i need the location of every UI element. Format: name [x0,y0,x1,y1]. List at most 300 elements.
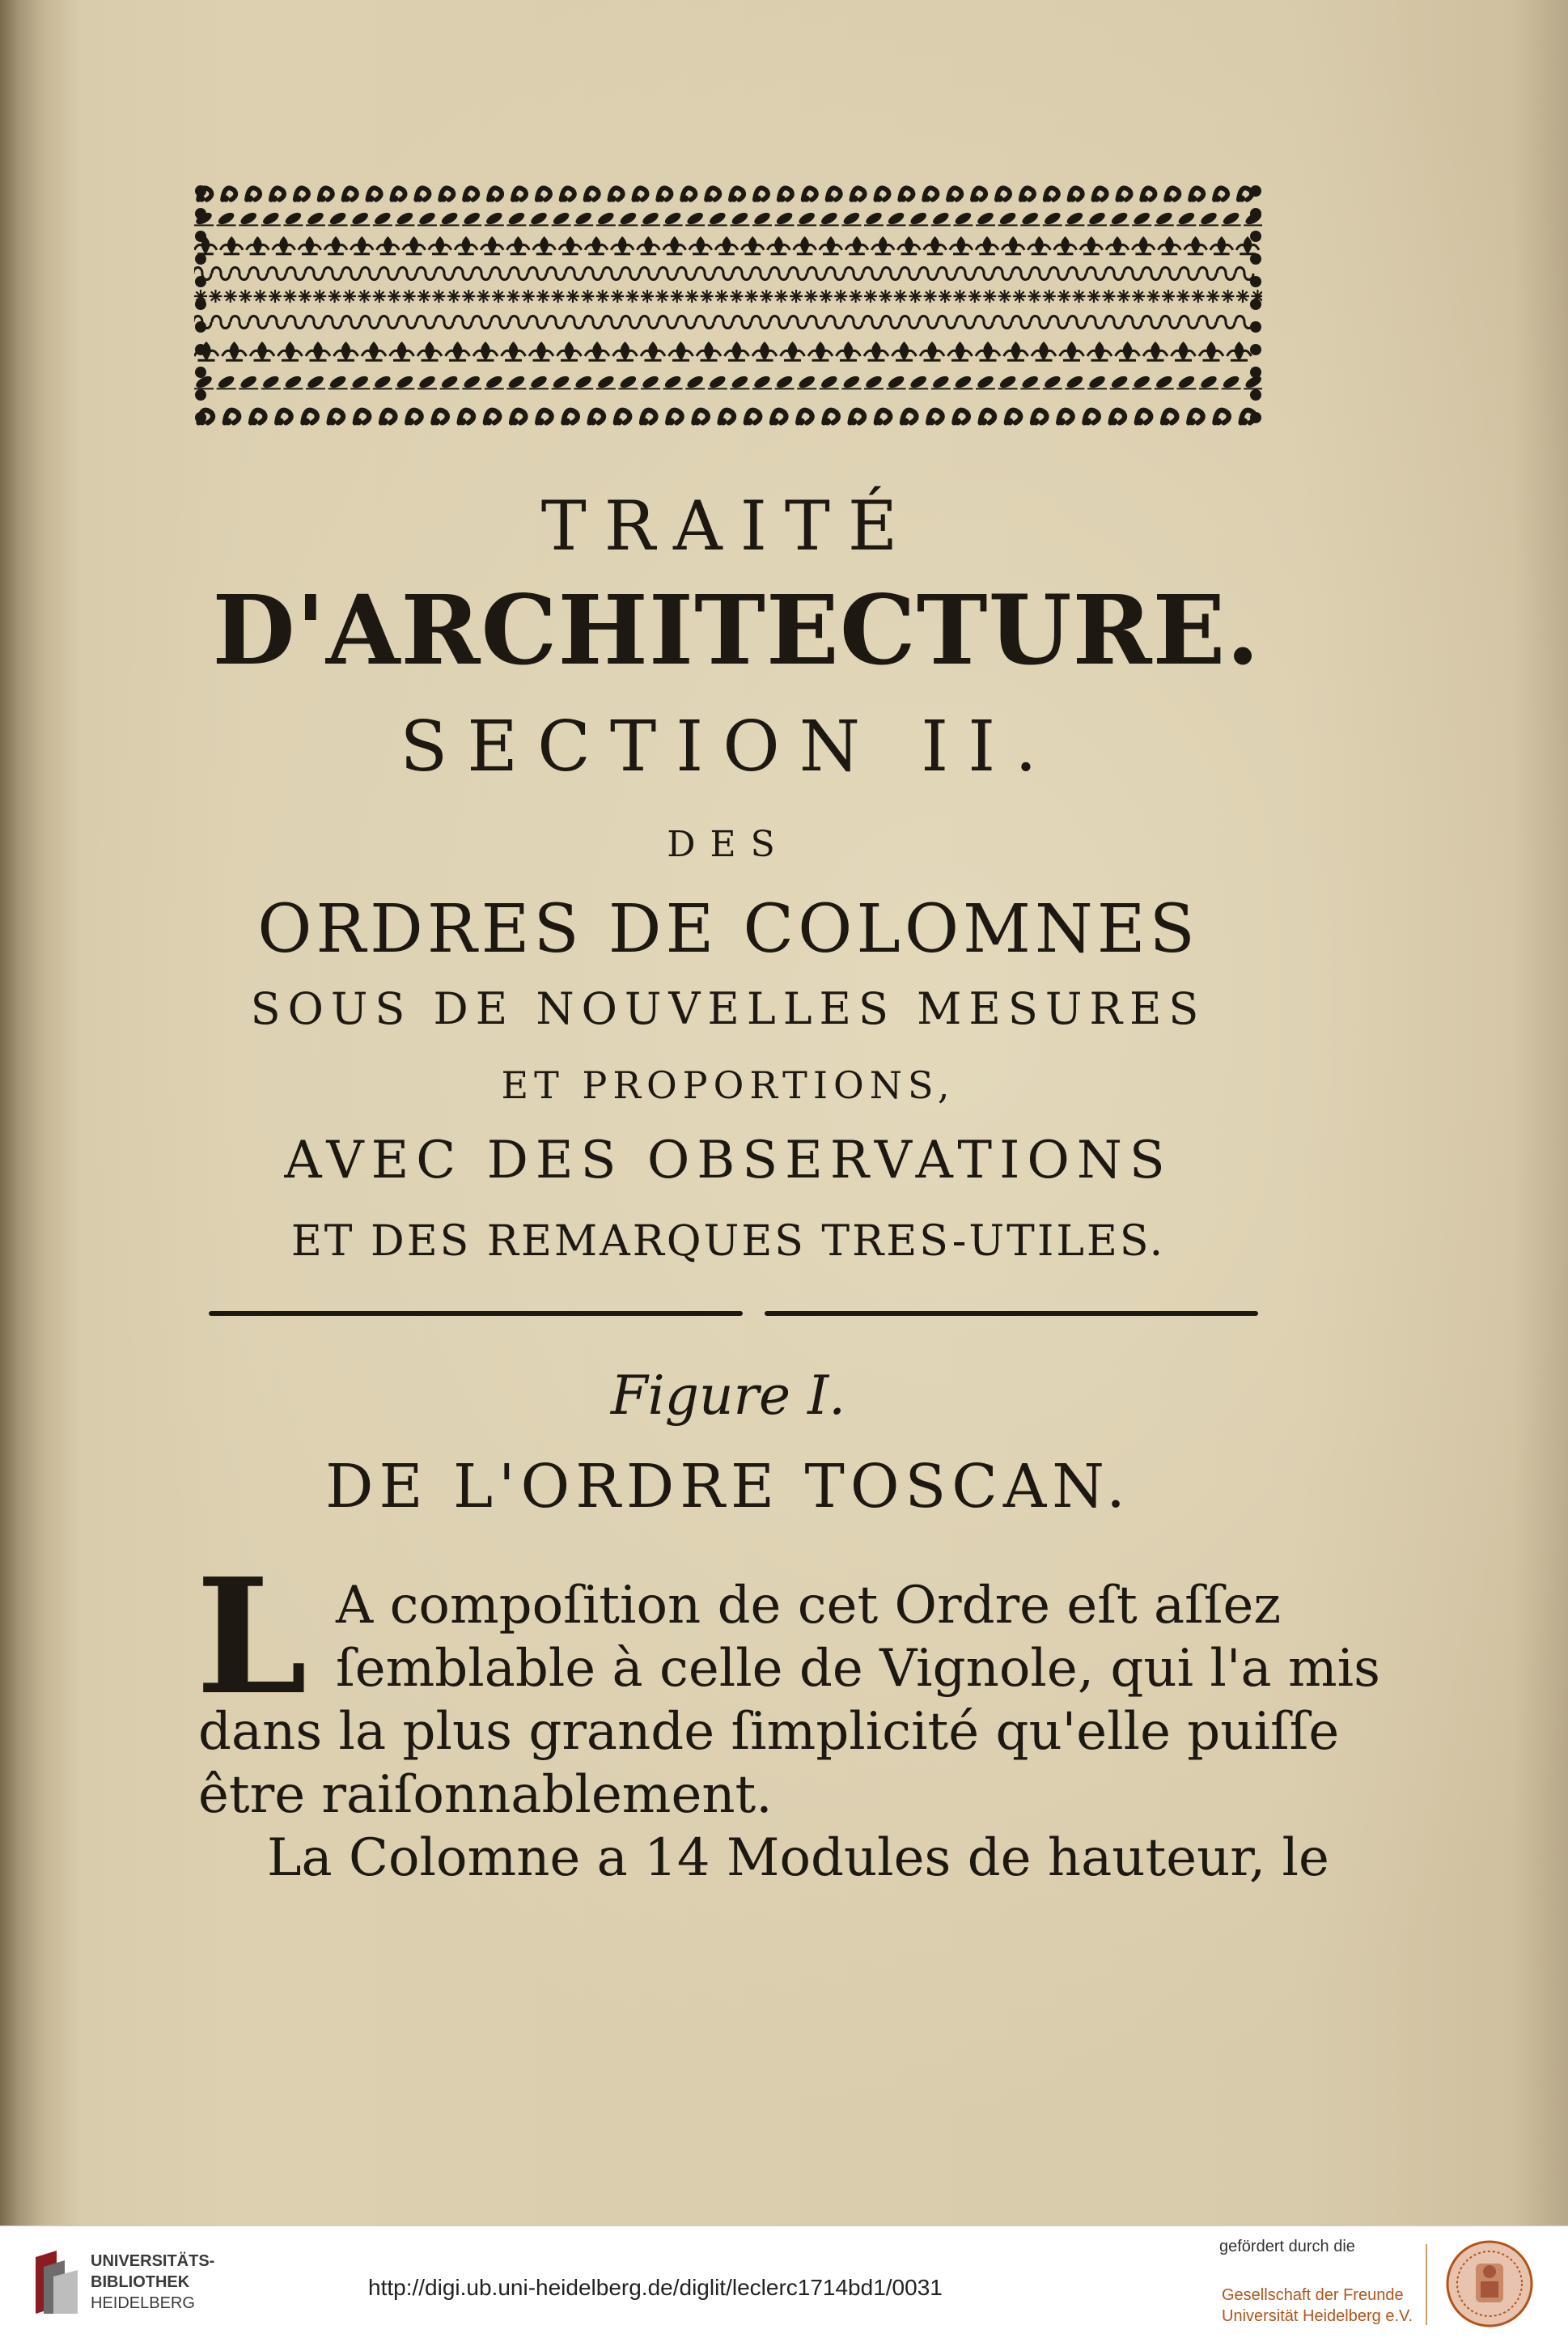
ornament-motif [1065,210,1084,227]
ornament-motif [283,290,296,303]
ornament-motif [1049,316,1067,329]
ornament-motif [574,374,593,390]
ornament-motif [547,268,565,280]
ornament-motif [1250,253,1261,265]
ornament-motif [324,268,341,280]
ornament-motif [195,276,206,287]
ornament-motif [864,290,877,303]
ornament-motif [1206,290,1219,303]
ornament-motif [492,290,505,303]
ornament-motif [506,210,526,227]
ornament-motif [422,359,439,362]
ornament-motif [998,290,1011,303]
ornament-motif [251,418,258,426]
sponsor-name-line: Universität Heidelberg e.V. [1222,2307,1413,2325]
ornament-motif [894,290,907,303]
ornament-motif [968,290,981,303]
ornament-motif [951,359,968,362]
ornament-motif [1250,208,1261,219]
ornament-motif [1190,195,1197,202]
ornament-motif [1250,389,1261,401]
ornament-motif [1105,316,1123,329]
ornament-motif [249,268,267,280]
ornament-motif [1239,195,1245,202]
ornament-motif [379,316,397,329]
ornament-motif [752,210,772,227]
ornament-motif [217,374,236,390]
section-heading: DE L'ORDRE TOSCAN. [325,1452,1131,1521]
ornament-motif [1110,210,1129,227]
ornament-motif [283,374,303,390]
ornament-motif [395,374,414,390]
ornament-motif [719,418,727,426]
ornament-motif [824,418,831,426]
ornament-motif [845,268,862,280]
ornament-motif [973,195,979,202]
ornament-motif [511,418,519,426]
ornament-motif [566,290,579,303]
ornament-motif [510,268,528,280]
headpiece-ornament-graphic [194,172,1262,443]
ornament-motif [485,418,493,426]
ornament-motif [841,374,861,390]
ornament-motif [682,195,689,202]
ornament-motif [1250,231,1261,242]
ornament-motif [1199,210,1218,227]
ornament-motif [953,374,973,390]
ornament-motif [462,374,481,390]
ornament-motif [1117,290,1130,303]
ornament-motif [976,374,995,390]
ornament-motif [223,252,239,255]
ornament-motif [328,418,336,426]
ornament-motif [919,268,937,280]
ornament-motif [596,290,609,303]
ornament-motif [730,374,749,390]
ornament-motif [1105,268,1123,280]
ornament-motif [1214,418,1222,426]
ornament-motif [440,210,460,227]
ornament-motif [286,316,304,329]
ornament-motif [864,374,884,390]
ornament-motif [1250,367,1261,378]
ornament-motif [195,231,206,242]
ornament-motif [1217,268,1235,280]
ornament-motif [1091,359,1108,362]
ornament-motif [313,290,326,303]
ornament-motif [398,268,416,280]
ornament-motif [789,268,807,280]
ornament-motif [823,252,839,255]
ornament-motif [798,418,805,426]
ornament-motif [1250,321,1261,333]
title-traite: TRAITÉ [540,486,916,566]
ornament-motif [1006,418,1014,426]
ornament-motif [928,418,935,426]
library-name-line: HEIDELBERG [91,2294,195,2312]
ornament-motif [701,359,718,362]
ornament-motif [896,359,913,362]
title-observations: AVEC DES OBSERVATIONS [284,1131,1172,1190]
ornament-motif [417,268,434,280]
ornament-motif [1065,374,1084,390]
ornament-motif [261,374,281,390]
ornament-motif [1020,210,1040,227]
ornament-motif [621,268,639,280]
ornament-motif [939,290,951,303]
ornament-motif [1087,290,1100,303]
ornament-motif [373,210,392,227]
ornament-motif [584,316,602,329]
ornament-motif [342,316,360,329]
ornament-motif [337,359,354,362]
ornament-motif [953,290,966,303]
ornament-motif [701,290,714,303]
ornament-motif [1217,316,1235,329]
ornament-motif [663,210,683,227]
ornament-motif [1063,359,1080,362]
ornament-motif [528,268,546,280]
ornament-motif [596,374,616,390]
ornament-motif [283,210,303,227]
ornament-motif [718,252,735,255]
ornament-motif [655,290,668,303]
ornament-motif [1073,290,1086,303]
ornament-motif [1162,290,1175,303]
ornament-motif [784,359,801,362]
title-section: SECTION II. [400,706,1057,787]
ornament-motif [1188,252,1204,255]
ornament-motif [1058,418,1066,426]
ornament-motif [641,252,657,255]
ornament-motif [407,418,414,426]
ornament-motif [1250,412,1261,423]
ornament-motif [618,374,638,390]
ornament-motif [537,195,544,202]
ornament-motif [566,316,583,329]
ornament-motif [489,195,495,202]
ornament-motif [980,418,987,426]
ornament-motif [696,316,714,329]
ornament-motif [882,268,900,280]
ornament-motif [617,359,634,362]
ornament-motif [1231,359,1248,362]
ornament-motif [225,418,232,426]
ornament-motif [350,210,370,227]
ornament-motif [919,316,937,329]
ornament-motif [198,359,215,362]
ornament-motif [667,418,675,426]
ornament-motif [826,316,844,329]
ornament-motif [1135,252,1151,255]
ornament-motif [868,359,885,362]
ornament-motif [994,316,1011,329]
ornament-motif [779,195,786,202]
ornament-motif [1093,195,1100,202]
ornament-motif [1222,374,1241,390]
ornament-motif [459,418,466,426]
ornament-motif [250,252,266,255]
ornament-motif [195,389,206,401]
ornament-motif [1180,268,1197,280]
ornament-motif [355,418,362,426]
ornament-motif [746,418,753,426]
divider-rule-right [765,1311,1258,1316]
ornament-motif [956,268,974,280]
ornament-motif [249,316,267,329]
ornament-motif [447,290,460,303]
ornament-motif [277,418,284,426]
library-name-line: BIBLIOTHEK [91,2273,190,2291]
ornament-motif [440,374,460,390]
ornament-motif [310,359,327,362]
ornament-motif [1069,195,1075,202]
ornament-motif [343,195,350,202]
ornament-motif [1005,252,1021,255]
ornament-motif [506,290,519,303]
ornament-motif [998,374,1018,390]
ornament-motif [449,359,466,362]
ornament-motif [209,290,222,303]
ornament-motif [1137,418,1144,426]
ornament-motif [562,252,578,255]
ornament-motif [226,359,243,362]
ornament-motif [797,252,813,255]
ornament-motif [696,268,714,280]
ornament-motif [953,210,973,227]
sponsor-name-line: Gesellschaft der Freunde [1222,2286,1404,2304]
ornament-motif [938,316,956,329]
ornament-motif [901,316,918,329]
ornament-motif [473,316,490,329]
ornament-motif [954,418,961,426]
ornament-motif [537,418,545,426]
ornament-motif [953,252,969,255]
library-name-line: UNIVERSITÄTS- [91,2252,215,2270]
ornament-motif [640,268,658,280]
ornament-motif [417,210,437,227]
ornament-motif [303,418,310,426]
ornament-motif [672,359,689,362]
ornament-motif [454,268,472,280]
ornament-motif [1163,418,1170,426]
paragraph-line: ſemblable à celle de Vignole, qui l'a mis [336,1639,1380,1699]
ornament-motif [473,268,490,280]
ornament-motif [417,290,430,303]
ornament-motif [803,195,809,202]
ornament-motif [588,252,604,255]
ornament-motif [510,316,528,329]
ornament-motif [477,359,494,362]
paragraph-line: La Colomne a 14 Modules de hauteur, le [267,1828,1329,1888]
ornament-motif [328,374,348,390]
ornament-motif [1057,290,1070,303]
ornament-motif [924,195,930,202]
ornament-motif [485,210,504,227]
ornament-motif [634,195,640,202]
paragraph-line: dans la plus grande ſimplicité qu'elle puiſſe [198,1702,1340,1762]
ornament-motif [552,290,565,303]
ornament-motif [563,418,570,426]
ornament-motif [980,359,997,362]
ornament-motif [1049,268,1067,280]
ornament-motif [614,252,630,255]
ornament-motif [585,195,591,202]
ornament-motif [1176,374,1196,390]
ornament-motif [976,210,995,227]
ornament-motif [328,290,341,303]
ornament-motif [1124,268,1142,280]
ornament-motif [1021,195,1028,202]
ornament-motif [887,374,906,390]
ornament-motif [1087,210,1107,227]
ornament-motif [924,359,941,362]
footer-divider [1426,2244,1427,2325]
ornament-motif [998,210,1018,227]
ornament-motif [708,374,727,390]
ornament-motif [975,316,993,329]
ornament-motif [306,374,325,390]
ornament-motif [566,268,583,280]
ornament-motif [477,290,490,303]
ornament-motif [491,268,509,280]
ornament-motif [1132,374,1151,390]
ornament-motif [715,290,728,303]
ornament-motif [195,253,206,265]
ornament-motif [1147,290,1160,303]
ornament-motif [948,195,955,202]
ornament-motif [361,316,379,329]
ornament-motif [760,290,773,303]
ornament-motif [706,195,713,202]
ornament-motif [708,210,727,227]
title-des: DES [667,824,790,865]
ornament-motif [790,290,803,303]
ornament-motif [979,252,995,255]
ornament-motif [484,252,500,255]
ornament-motif [1068,316,1086,329]
ornament-motif [849,252,865,255]
ornament-motif [1203,359,1220,362]
ornament-motif [1240,418,1248,426]
ornament-motif [1147,359,1164,362]
ornament-motif [350,374,370,390]
ornament-motif [367,195,374,202]
ornament-motif [611,290,624,303]
ornament-motif [931,210,951,227]
ornament-motif [269,290,282,303]
ornament-motif [268,268,286,280]
ornament-motif [731,195,737,202]
ornament-motif [789,316,807,329]
ornament-motif [693,418,701,426]
ornament-motif [282,359,299,362]
ornament-motif [1124,316,1142,329]
ornament-motif [398,316,416,329]
ornament-motif [771,252,787,255]
ornament-motif [756,359,773,362]
permalink-url[interactable]: http://digi.ub.uni-heidelberg.de/diglit/leclerc1714bd1/0031 [368,2275,943,2300]
figure-label: Figure I. [610,1364,846,1427]
ornament-motif [584,268,602,280]
ornament-motif [640,316,658,329]
ornament-motif [342,268,360,280]
ornament-motif [616,418,623,426]
paragraph-line: être raiſonnablement. [198,1765,773,1825]
ornament-motif [1117,195,1124,202]
ornament-motif [231,316,248,329]
ornament-motif [659,316,676,329]
ornament-motif [1102,290,1115,303]
ornament-motif [295,195,302,202]
ornament-motif [834,290,847,303]
ornament-motif [909,374,928,390]
ornament-motif [1176,290,1189,303]
ornament-motif [1020,374,1040,390]
ornament-motif [195,412,206,423]
ornament-motif [1250,185,1261,197]
ornament-motif [1110,374,1129,390]
ornament-motif [581,290,594,303]
ornament-motif [770,316,788,329]
ornament-motif [900,195,906,202]
ornament-motif [728,359,745,362]
ornament-motif [1236,290,1249,303]
ornament-motif [938,268,956,280]
ornament-motif [827,195,833,202]
ornament-motif [528,316,546,329]
ornament-motif [1087,268,1104,280]
ornament-motif [840,359,857,362]
ornament-motif [983,290,996,303]
ornament-motif [271,195,278,202]
ornament-motif [879,290,892,303]
ornament-motif [812,359,829,362]
ornament-motif [642,418,649,426]
ornament-motif [1214,252,1230,255]
ornament-motif [1109,252,1125,255]
ornament-motif [305,316,323,329]
ornament-motif [1166,195,1172,202]
ornament-motif [547,316,565,329]
ornament-motif [324,316,341,329]
ornament-motif [433,418,440,426]
ornament-motif [506,374,526,390]
ornament-motif [956,316,974,329]
ornament-motif [1142,316,1160,329]
ornament-motif [1142,195,1148,202]
ornament-motif [820,374,839,390]
ornament-motif [1175,359,1192,362]
ornament-motif [1110,418,1117,426]
ornament-motif [671,290,684,303]
ornament-motif [596,210,616,227]
ornament-motif [379,268,397,280]
ornament-motif [416,195,422,202]
ornament-motif [561,359,578,362]
ornament-motif [1084,418,1091,426]
ornament-motif [319,195,325,202]
ornament-motif [231,268,248,280]
ornament-motif [659,268,676,280]
ornament-motif [1250,276,1261,287]
ornament-motif [677,268,695,280]
ornament-motif [1162,252,1178,255]
ornament-motif [641,210,660,227]
ornament-motif [1119,359,1136,362]
ornament-motif [733,268,751,280]
ornament-motif [1142,268,1160,280]
